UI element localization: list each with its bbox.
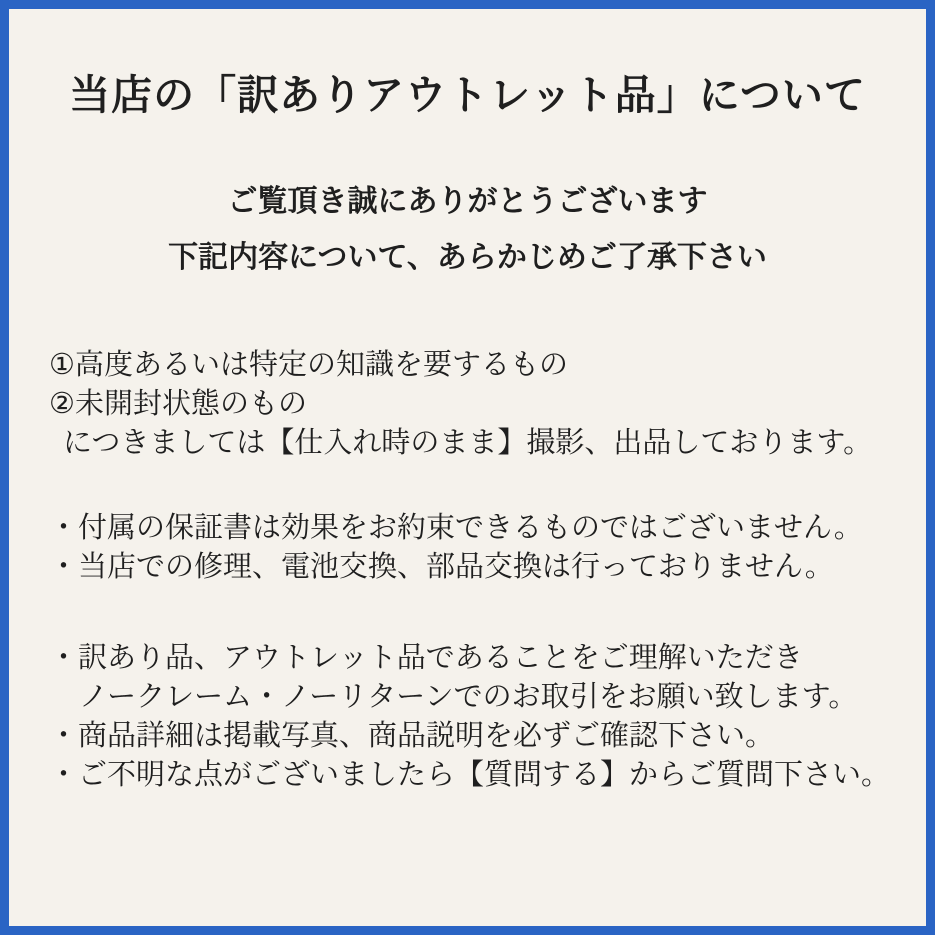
greeting-line: ご覧頂き誠にありがとうございます xyxy=(227,185,708,219)
policy-check-details: ・商品詳細は掲載写真、商品説明を必ずご確認下さい。 xyxy=(49,720,775,753)
policies-block-secondary xyxy=(9,639,926,795)
policy-question: ・ご不明な点がございましたら【質問する】からご質問下さい。 xyxy=(49,759,891,792)
policy-warranty: ・付属の保証書は効果をお約束できるものではございません。 xyxy=(49,512,863,545)
policy-understanding: ・訳あり品、アウトレット品であることをご理解いただき xyxy=(49,642,803,675)
conditions-block xyxy=(9,346,926,463)
notice-title: 当店の「訳ありアウトレット品」について xyxy=(69,72,866,118)
condition-item-1: ①高度あるいは特定の知識を要するもの xyxy=(49,349,568,382)
preface-line: 下記内容について、あらかじめご了承下さい xyxy=(168,241,767,275)
condition-note: につきましては【仕入れ時のまま】撮影、出品しております。 xyxy=(63,427,873,460)
policy-repair: ・当店での修理、電池交換、部品交換は行っておりません。 xyxy=(49,551,834,584)
condition-item-2: ②未開封状態のもの xyxy=(49,388,307,421)
policy-no-claim-no-return: ノークレーム・ノーリターンでのお取引をお願い致します。 xyxy=(79,681,858,714)
policies-block-primary xyxy=(9,509,926,587)
